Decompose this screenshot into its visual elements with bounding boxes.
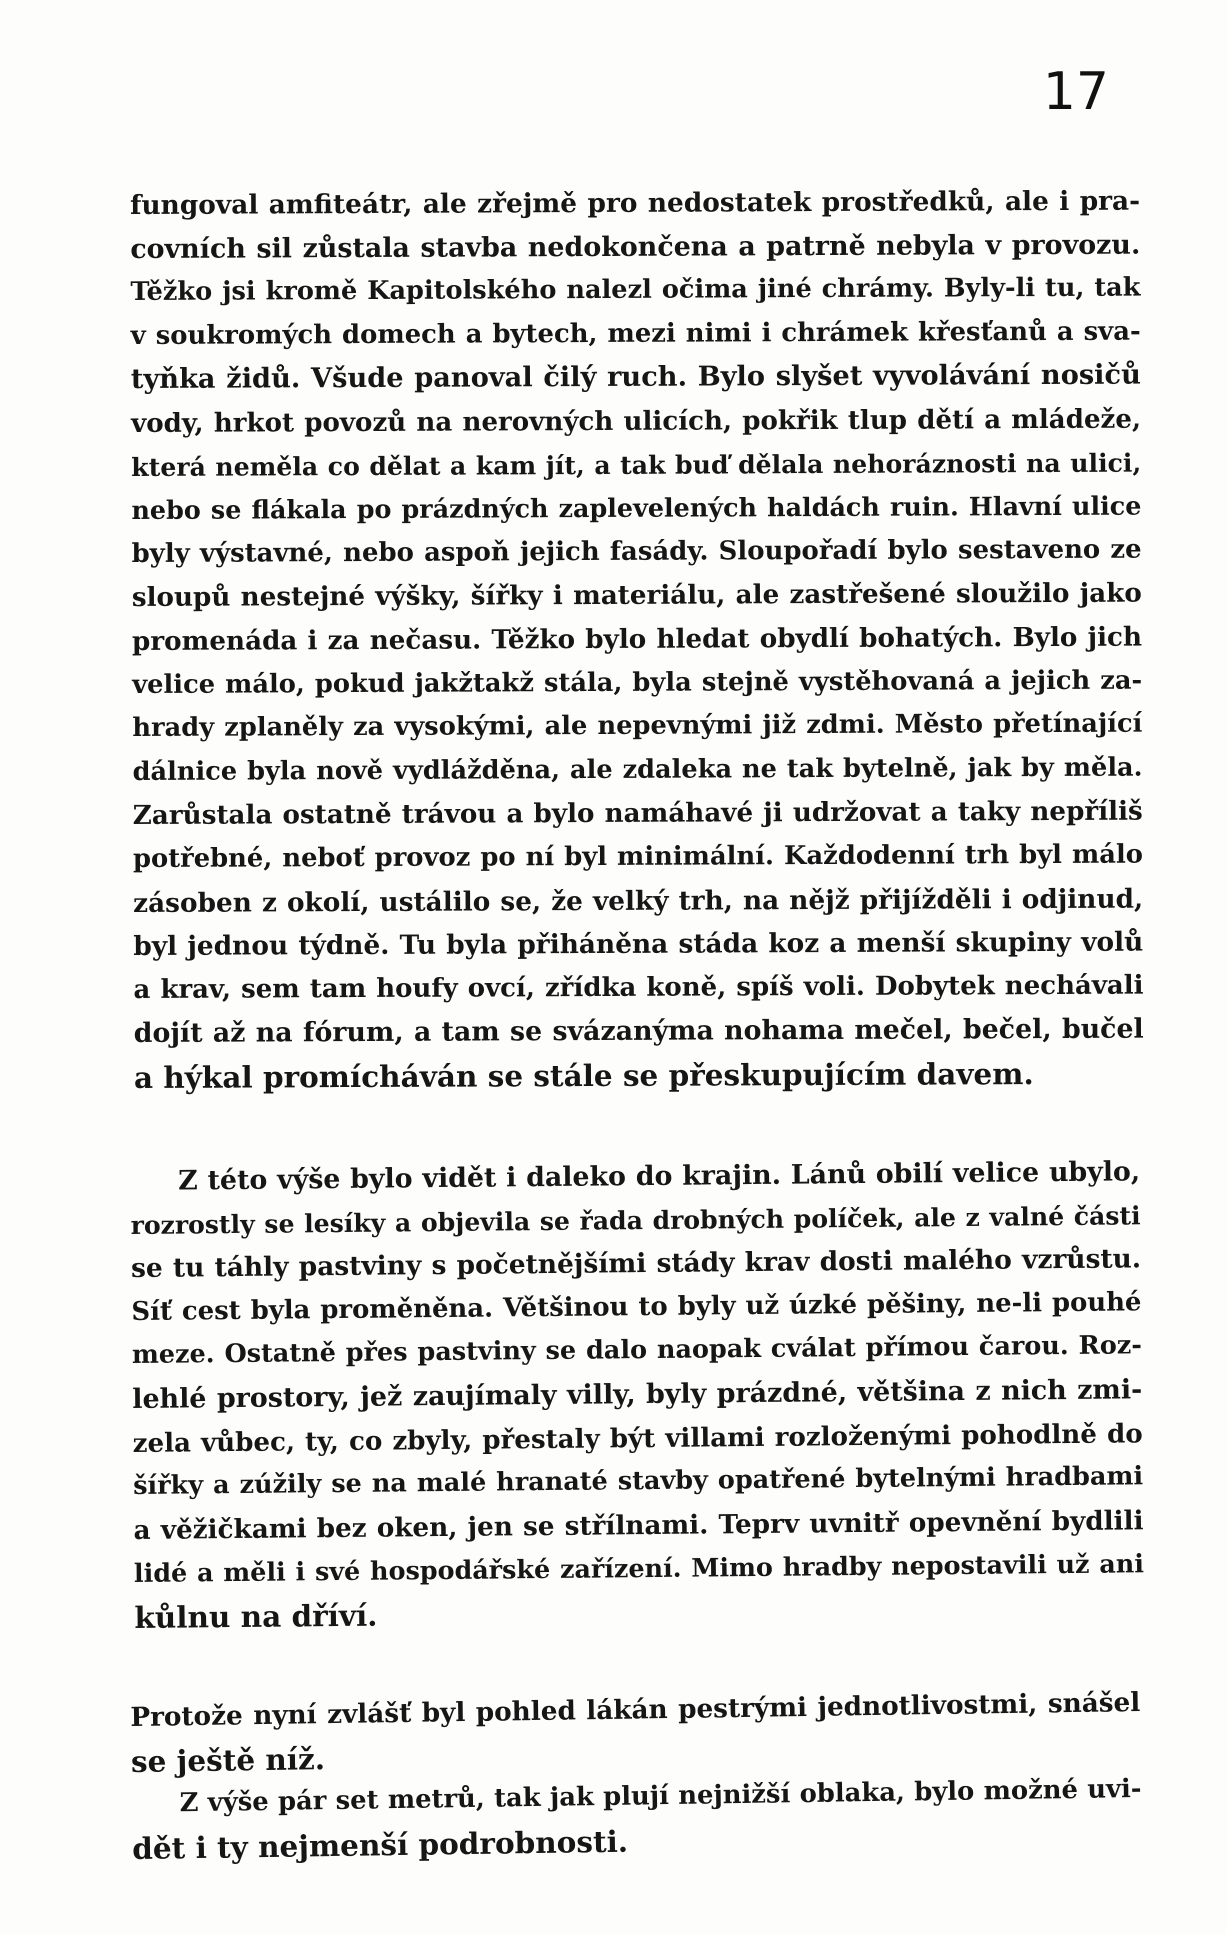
text-line: byl jednou týdně. Tu byla přiháněna stáda koz a menší skupiny volů (133, 926, 1144, 963)
text-line: šířky a zúžily se na malé hranaté stavby opatřené bytelnými hradbami (132, 1461, 1144, 1502)
text-line: velice málo, pokud jakžtakž stála, byla stejně vystěhovaná a jejich za- (132, 665, 1143, 700)
text-line: zásoben z okolí, ustálilo se, že velký trh, na nějž přijížděli i odjinud, (133, 883, 1144, 919)
paragraph-forum-description (130, 180, 1144, 1100)
text-line: tyňka židů. Všude panoval čilý ruch. Bylo slyšet vyvolávání nosičů (130, 358, 1141, 396)
text-line: meze. Ostatně přes pastviny se dalo naopak cválat přímou čarou. Roz- (131, 1330, 1142, 1371)
text-line: dálnice byla nově vydlážděna, ale zdaleka ne tak bytelně, jak by měla. (132, 752, 1143, 787)
text-line: a krav, sem tam houfy ovcí, zřídka koně, spíš voli. Dobytek nechávali (133, 970, 1144, 1005)
text-line: v soukromých domech a bytech, mezi nimi i chrámek křesťanů a sva- (130, 316, 1141, 351)
text-line: promenáda i za nečasu. Těžko bylo hledat obydlí bohatých. Bylo jich (131, 621, 1143, 657)
text-line: byly výstavné, nebo aspoň jejich fasády. Sloupořadí bylo sestaveno ze (131, 534, 1142, 569)
paragraph-landscape-view (130, 1150, 1145, 1639)
text-line: lidé a měli i své hospodářské zařízení. Mimo hradby nepostavili už ani (133, 1548, 1145, 1589)
text-line: covních sil zůstala stavba nedokončena a patrně nebyla v provozu. (130, 229, 1141, 265)
text-line: Síť cest byla proměněna. Většinou to byly už úzké pěšiny, ne-li pouhé (131, 1287, 1142, 1327)
text-line: Protože nyní zvlášť byl pohled lákán pestrými jednotlivostmi, snášel (130, 1687, 1141, 1733)
paragraph-descent (130, 1681, 1142, 1870)
text-line: sloupů nestejné výšky, šířky i materiálu, ale zastřešené sloužilo jako (131, 577, 1142, 614)
text-line: zela vůbec, ty, co zbyly, přestaly být villami rozloženými pohodlně do (132, 1417, 1143, 1459)
text-line: vody, hrkot povozů na nerovných ulicích, pokřik tlup dětí a mládeže, (130, 403, 1142, 439)
text-line: dojít až na fórum, a tam se svázanýma nohama mečel, bečel, bučel (133, 1013, 1144, 1050)
text-line: a věžičkami bez oken, jen se střílnami. Teprv uvnitř opevnění bydlili (133, 1505, 1144, 1546)
text-line: potřebné, neboť provoz po ní byl minimální. Každodenní trh byl málo (132, 839, 1144, 874)
text-line: fungoval amfiteátr, ale zřejmě pro nedostatek prostředků, ale i pra- (130, 185, 1141, 221)
text-line: se ještě níž. (130, 1740, 326, 1779)
text-line: Zarůstala ostatně trávou a bylo namáhavé ji udržovat a taky nepříliš (132, 795, 1143, 832)
text-line: kůlnu na dříví. (134, 1597, 378, 1635)
page-number: 17 (1042, 62, 1109, 122)
text-line: Těžko jsi kromě Kapitolského nalezl očima jiné chrámy. Byly-li tu, tak (130, 272, 1141, 308)
text-line: která neměla co dělat a kam jít, a tak buď dělala nehoráznosti na ulici, (131, 447, 1142, 482)
text-line: lehlé prostory, jež zaujímaly villy, byly prázdné, většina z nich zmi- (132, 1374, 1143, 1415)
text-line: dět i ty nejmenší podrobnosti. (131, 1823, 629, 1866)
text-line: hrady zplaněly za vysokými, ale nepevnými již zdmi. Město přetínající (132, 708, 1143, 744)
text-line: Z této výše bylo vidět i daleko do krajin. Lánů obilí velice ubylo, (178, 1156, 1141, 1197)
text-line: se tu táhly pastviny s početnějšími stády krav dosti malého vzrůstu. (130, 1243, 1142, 1285)
text-line: Z výše pár set metrů, tak jak plují nejnižší oblaka, bylo možné uvi- (179, 1774, 1142, 1819)
text-line: rozrostly se lesíky a objevila se řada drobných políček, ale z valné části (130, 1199, 1141, 1240)
text-line: a hýkal promícháván se stále se přeskupujícím davem. (133, 1055, 1034, 1095)
text-line: nebo se flákala po prázdných zaplevelených haldách ruin. Hlavní ulice (131, 490, 1142, 526)
